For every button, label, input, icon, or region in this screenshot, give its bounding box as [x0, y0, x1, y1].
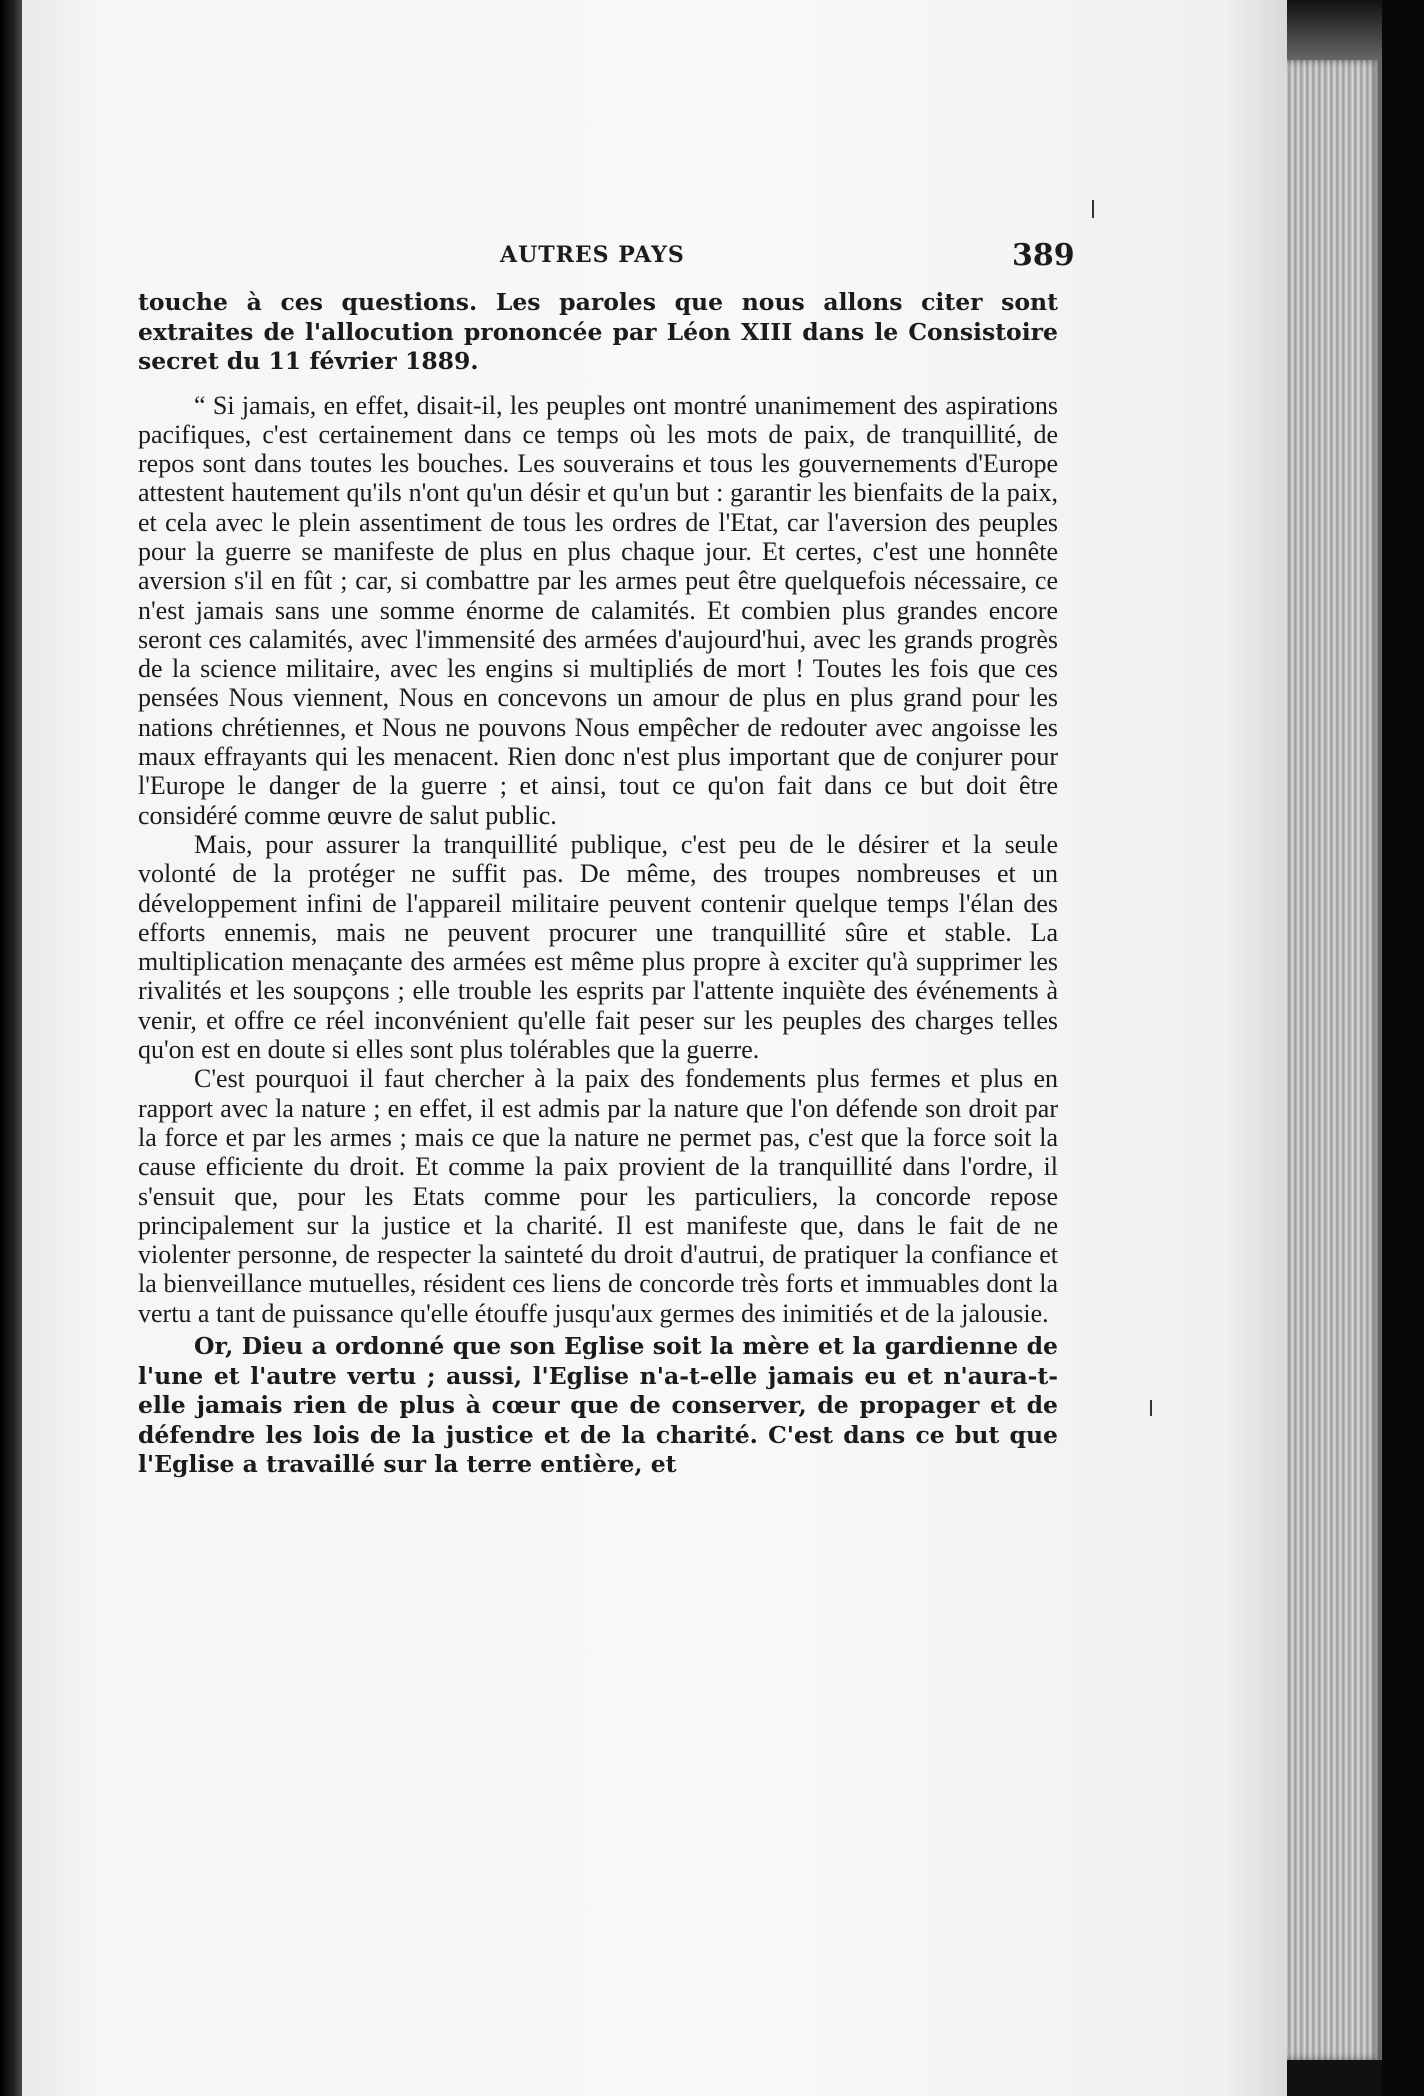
running-header-title: AUTRES PAYS [500, 242, 685, 268]
scanner-background-edge [1382, 0, 1424, 2096]
paragraph-quote-1: “ Si jamais, en effet, disait-il, les peuples ont montré unanimement des aspirations pacifiques, c'est certainement dans ce temps où les mots de paix, de tranquillité, de repos sont dans toutes les bouches. Les souverains et tous les gouvernements d'Europe attestent hautement qu'ils n'ont qu'un désir et qu'un but : garantir les bienfaits de la paix, et cela avec le plein assentiment de tous les ordres de l'Etat, car l'aversion des peuples pour la guerre se manifeste de plus en plus chaque jour. Et certes, c'est une honnête aversion s'il en fût ; car, si combattre par les armes peut être quelquefois nécessaire, ce n'est jamais sans une somme énorme de calamités. Et combien plus grandes encore seront ces calamités, avec l'immensité des armées d'aujourd'hui, avec les grands progrès de la science militaire, avec les engins si multipliés de mort ! Toutes les fois que ces pensées Nous viennent, Nous en concevons un amour de plus en plus grand pour les nations chrétiennes, et Nous ne pouvons Nous empêcher de redouter avec angoisse les maux effrayants qui les menacent. Rien donc n'est plus important que de conjurer pour l'Europe le danger de la guerre ; et ainsi, tout ce qu'on fait dans ce but doit être considéré comme œuvre de salut public. [138, 390, 1058, 830]
page-edges-stack [1287, 60, 1382, 2060]
paragraph-quote-2: Mais, pour assurer la tranquillité publique, c'est peu de le désirer et la seule volonté de la protéger ne suffit pas. De même, des troupes nombreuses et un développement infini de l'appareil militaire peuvent contenir quelque temps l'élan des efforts ennemis, mais ne peuvent procurer une tranquillité sûre et stable. La multiplication menaçante des armées est même plus propre à exciter qu'à supprimer les rivalités et les soupçons ; elle trouble les esprits par l'attente inquiète des événements à venir, et offre ce réel inconvénient qu'elle fait peser sur les peuples des charges telles qu'on est en doute si elles sont plus tolérables que la guerre. [138, 829, 1058, 1065]
paragraph-quote-3: C'est pourquoi il faut chercher à la paix des fondements plus fermes et plus en rapport avec la nature ; en effet, il est admis par la nature que l'on défende son droit par la force et par les armes ; mais ce que la nature ne permet pas, c'est que la force soit la cause efficiente du droit. Et comme la paix provient de la tranquillité dans l'ordre, il s'ensuit que, pour les Etats comme pour les particuliers, la concorde repose principalement sur la justice et la charité. Il est manifeste que, dans le fait de ne violenter personne, de respecter la sainteté du droit d'autrui, de pratiquer la confiance et la bienveillance mutuelles, résident ces liens de concorde très forts et immuables dont la vertu a tant de puissance qu'elle étouffe jusqu'aux germes des inimitiés et de la jalousie. [138, 1064, 1058, 1328]
paragraph-closing: Or, Dieu a ordonné que son Eglise soit la mère et la gardienne de l'une et l'autre vertu ; aussi, l'Eglise n'a-t-elle jamais eu et n'aura-t-elle jamais rien de plus à cœur que de conserver, de propager et de défendre les lois de la justice et de la charité. C'est dans ce but que l'Eglise a travaillé sur la terre entière, et [138, 1332, 1058, 1478]
page-number: 389 [1012, 238, 1075, 273]
paragraph-intro: touche à ces questions. Les paroles que nous allons citer sont extraites de l'allocution prononcée par Léon XIII dans le Consistoire secret du 11 février 1889. [138, 288, 1058, 375]
page-stack-top-shadow [1287, 0, 1382, 60]
scan-speck-mark [1092, 200, 1094, 218]
page-body-text [138, 288, 1058, 1480]
binding-shadow [0, 0, 22, 2096]
scan-speck-mark [1150, 1400, 1152, 1416]
